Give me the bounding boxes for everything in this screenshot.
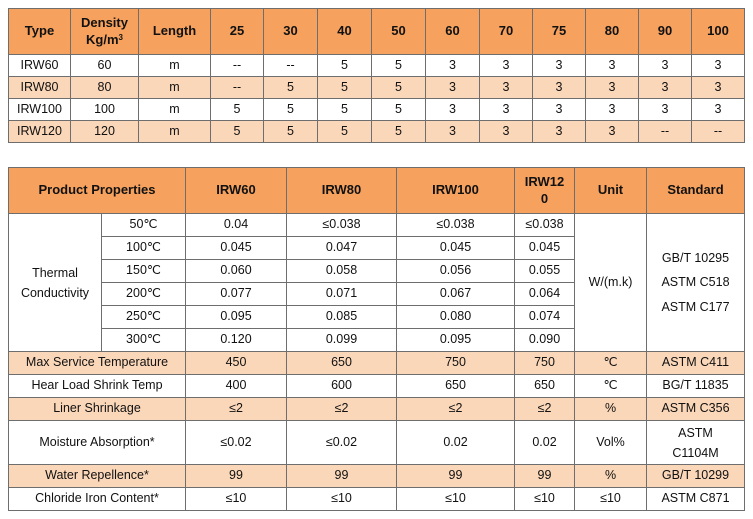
temperature-cell: 200℃ (102, 283, 186, 306)
value-cell: 3 (533, 99, 586, 121)
value-cell: ≤2 (515, 398, 575, 421)
length-table-header (9, 9, 745, 55)
value-cell: ≤0.02 (287, 421, 397, 465)
length-col-header: 70 (480, 9, 533, 55)
value-cell: 0.071 (287, 283, 397, 306)
thermal-conductivity-label (9, 214, 102, 352)
type-cell: IRW60 (9, 55, 71, 77)
temperature-cell: 300℃ (102, 329, 186, 352)
value-cell: 5 (264, 77, 318, 99)
properties-table-header (9, 168, 745, 214)
value-cell: 0.095 (186, 306, 287, 329)
value-cell: 0.055 (515, 260, 575, 283)
unit-cell: ℃ (575, 352, 647, 375)
irw120-header-line1: IRW12 (524, 174, 565, 190)
length-col-header: 90 (639, 9, 692, 55)
value-cell: 5 (211, 99, 264, 121)
length-col-header: 40 (318, 9, 372, 55)
length-col-header: 60 (426, 9, 480, 55)
standard-cell (647, 421, 745, 465)
value-cell: 5 (372, 77, 426, 99)
value-cell: ≤0.038 (397, 214, 515, 237)
value-cell: 0.085 (287, 306, 397, 329)
temperature-cell: 50℃ (102, 214, 186, 237)
property-name-cell: Chloride Iron Content* (9, 488, 186, 511)
value-cell: 3 (480, 121, 533, 143)
table-row (9, 99, 745, 121)
properties-table (8, 167, 745, 511)
length-col-header: 80 (586, 9, 639, 55)
value-cell: -- (211, 77, 264, 99)
thermal-standard-line2: ASTM C518 (661, 275, 730, 290)
table-row (9, 214, 745, 237)
value-cell: 3 (480, 55, 533, 77)
value-cell: ≤0.038 (287, 214, 397, 237)
property-name-cell: Moisture Absorption* (9, 421, 186, 465)
value-cell: 3 (586, 77, 639, 99)
value-cell: 3 (480, 99, 533, 121)
value-cell: 3 (639, 55, 692, 77)
value-cell: 5 (318, 99, 372, 121)
thermal-standard-line3: ASTM C177 (661, 299, 730, 314)
value-cell: 99 (397, 465, 515, 488)
type-header: Type (9, 9, 71, 55)
length-col-header: 100 (692, 9, 745, 55)
thermal-label-line1: Thermal (32, 265, 78, 280)
density-unit-exponent: 3 (118, 32, 123, 42)
temperature-cell: 100℃ (102, 237, 186, 260)
value-cell: 3 (639, 99, 692, 121)
value-cell: -- (211, 55, 264, 77)
value-cell: ≤10 (186, 488, 287, 511)
value-cell: 0.058 (287, 260, 397, 283)
value-cell: 5 (264, 121, 318, 143)
value-cell: 0.067 (397, 283, 515, 306)
property-name-cell: Water Repellence* (9, 465, 186, 488)
value-cell: 5 (264, 99, 318, 121)
value-cell: 0.090 (515, 329, 575, 352)
table-row (9, 352, 745, 375)
density-cell: 80 (71, 77, 139, 99)
value-cell: 5 (318, 77, 372, 99)
value-cell: 0.080 (397, 306, 515, 329)
value-cell: ≤2 (287, 398, 397, 421)
value-cell: 0.077 (186, 283, 287, 306)
value-cell: 0.099 (287, 329, 397, 352)
value-cell: -- (692, 121, 745, 143)
irw60-header: IRW60 (186, 168, 287, 214)
table-row (9, 465, 745, 488)
irw120-header-line2: 0 (540, 190, 549, 206)
value-cell: 3 (586, 121, 639, 143)
product-properties-header: Product Properties (9, 168, 186, 214)
table-row (9, 55, 745, 77)
value-cell: ≤2 (186, 398, 287, 421)
thermal-label-line2: Conductivity (20, 285, 90, 300)
density-cell: 120 (71, 121, 139, 143)
table-row (9, 77, 745, 99)
irw80-header: IRW80 (287, 168, 397, 214)
density-cell: 100 (71, 99, 139, 121)
value-cell: 0.095 (397, 329, 515, 352)
type-cell: IRW120 (9, 121, 71, 143)
value-cell: 0.064 (515, 283, 575, 306)
unit-cell: % (575, 465, 647, 488)
value-cell: 3 (692, 55, 745, 77)
table-row (9, 421, 745, 465)
value-cell: 3 (692, 77, 745, 99)
value-cell: -- (264, 55, 318, 77)
value-cell: 0.045 (397, 237, 515, 260)
standard-cell: BG/T 11835 (647, 375, 745, 398)
value-cell: 3 (533, 121, 586, 143)
value-cell: 3 (692, 99, 745, 121)
density-unit: Kg/m (86, 31, 119, 47)
table-row (9, 375, 745, 398)
property-name-cell: Hear Load Shrink Temp (9, 375, 186, 398)
value-cell: 3 (426, 77, 480, 99)
value-cell: 650 (287, 352, 397, 375)
value-cell: 99 (515, 465, 575, 488)
value-cell: ≤2 (397, 398, 515, 421)
value-cell: 5 (318, 121, 372, 143)
density-cell: 60 (71, 55, 139, 77)
unit-cell: m (139, 121, 211, 143)
property-name-cell: Liner Shrinkage (9, 398, 186, 421)
irw100-header: IRW100 (397, 168, 515, 214)
value-cell: 0.02 (515, 421, 575, 465)
length-col-header: 75 (533, 9, 586, 55)
value-cell: -- (639, 121, 692, 143)
value-cell: 99 (287, 465, 397, 488)
standard-cell: ASTM C411 (647, 352, 745, 375)
property-name-cell: Max Service Temperature (9, 352, 186, 375)
density-header (71, 9, 139, 55)
value-cell: 0.047 (287, 237, 397, 260)
density-header-label: Density (81, 15, 128, 31)
table-row (9, 398, 745, 421)
table-row (9, 488, 745, 511)
unit-cell: m (139, 55, 211, 77)
value-cell: 5 (372, 121, 426, 143)
value-cell: 5 (211, 121, 264, 143)
value-cell: 0.120 (186, 329, 287, 352)
standard-cell: GB/T 10299 (647, 465, 745, 488)
value-cell: 5 (372, 99, 426, 121)
value-cell: 0.060 (186, 260, 287, 283)
standard-cell: ASTM C356 (647, 398, 745, 421)
value-cell: ≤10 (515, 488, 575, 511)
unit-header: Unit (575, 168, 647, 214)
value-cell: 3 (426, 99, 480, 121)
unit-cell: % (575, 398, 647, 421)
value-cell: 400 (186, 375, 287, 398)
value-cell: 3 (480, 77, 533, 99)
value-cell: 99 (186, 465, 287, 488)
length-col-header: 25 (211, 9, 264, 55)
standard-line1: ASTM (678, 425, 713, 440)
table-row (9, 121, 745, 143)
value-cell: ≤10 (287, 488, 397, 511)
thermal-standard-cell (647, 214, 745, 352)
value-cell: 3 (639, 77, 692, 99)
length-col-header: 30 (264, 9, 318, 55)
value-cell: 750 (397, 352, 515, 375)
value-cell: 3 (426, 55, 480, 77)
value-cell: 5 (372, 55, 426, 77)
value-cell: 450 (186, 352, 287, 375)
value-cell: 3 (586, 99, 639, 121)
standard-cell: ASTM C871 (647, 488, 745, 511)
unit-cell: Vol% (575, 421, 647, 465)
value-cell: 600 (287, 375, 397, 398)
unit-cell: ≤10 (575, 488, 647, 511)
value-cell: 5 (318, 55, 372, 77)
standard-header: Standard (647, 168, 745, 214)
temperature-cell: 150℃ (102, 260, 186, 283)
type-cell: IRW80 (9, 77, 71, 99)
value-cell: 650 (515, 375, 575, 398)
value-cell: 750 (515, 352, 575, 375)
irw120-header (515, 168, 575, 214)
value-cell: 3 (533, 55, 586, 77)
temperature-cell: 250℃ (102, 306, 186, 329)
type-cell: IRW100 (9, 99, 71, 121)
value-cell: 3 (586, 55, 639, 77)
value-cell: ≤10 (397, 488, 515, 511)
standard-line2: C1104M (672, 445, 719, 460)
thermal-standard-line1: GB/T 10295 (661, 250, 730, 265)
value-cell: 0.02 (397, 421, 515, 465)
value-cell: 3 (533, 77, 586, 99)
length-table (8, 8, 745, 143)
length-header: Length (139, 9, 211, 55)
value-cell: 0.056 (397, 260, 515, 283)
unit-cell: ℃ (575, 375, 647, 398)
length-col-header: 50 (372, 9, 426, 55)
value-cell: 0.04 (186, 214, 287, 237)
unit-cell: m (139, 77, 211, 99)
value-cell: ≤0.038 (515, 214, 575, 237)
value-cell: 650 (397, 375, 515, 398)
thermal-unit-cell: W/(m.k) (575, 214, 647, 352)
value-cell: 3 (426, 121, 480, 143)
value-cell: 0.045 (515, 237, 575, 260)
value-cell: 0.045 (186, 237, 287, 260)
value-cell: 0.074 (515, 306, 575, 329)
unit-cell: m (139, 99, 211, 121)
value-cell: ≤0.02 (186, 421, 287, 465)
